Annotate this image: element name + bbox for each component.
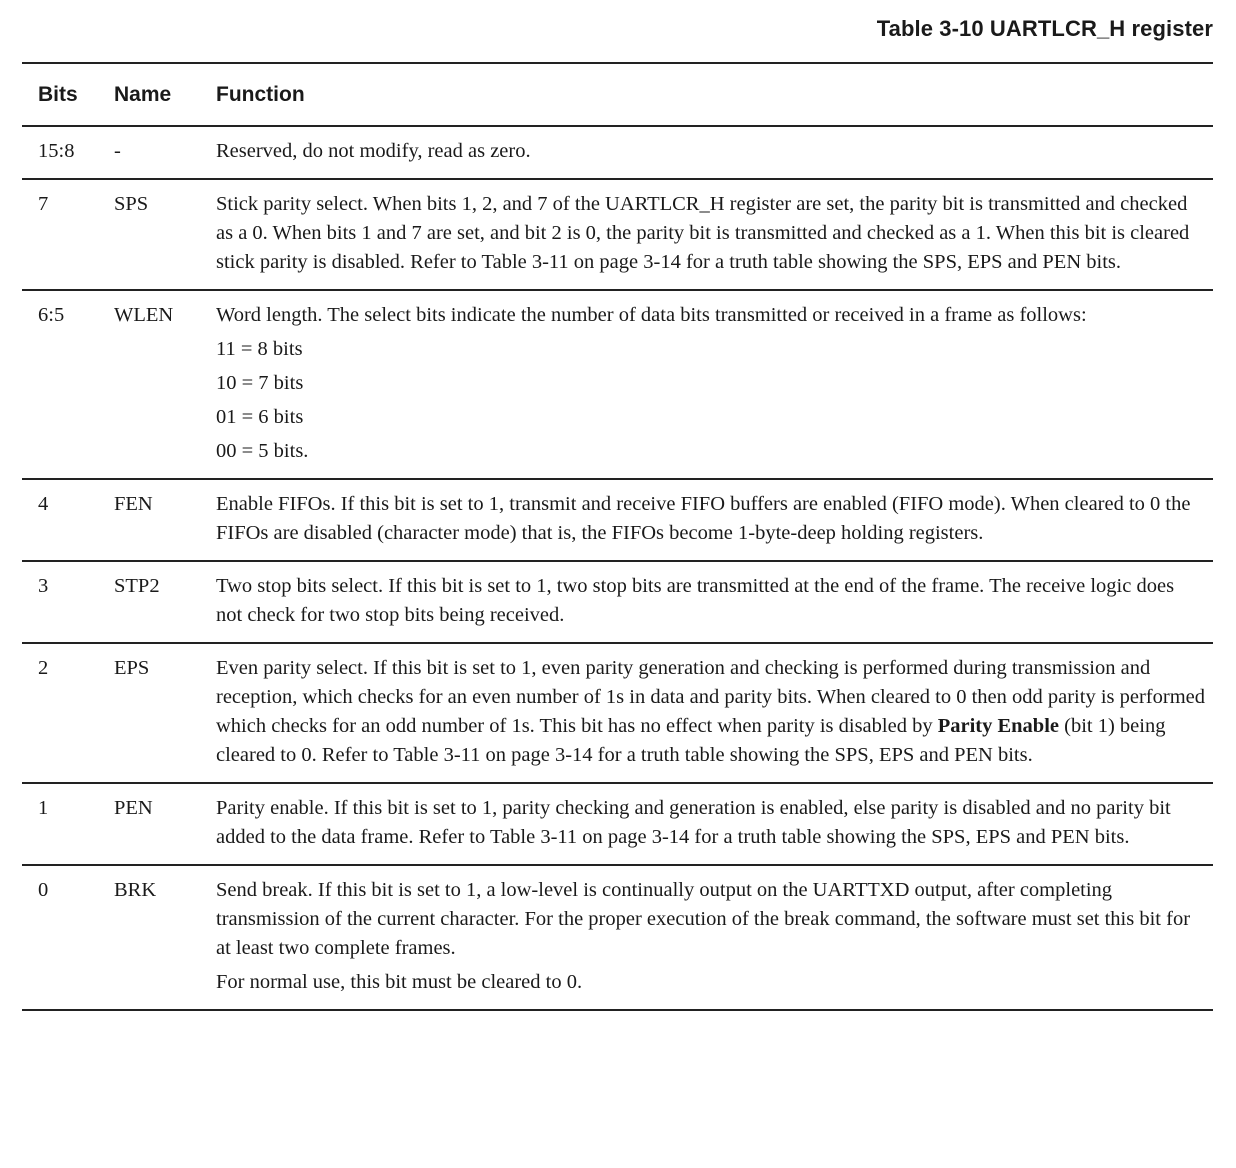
row-bits: 0: [38, 879, 49, 901]
wlen-option: 11 = 8 bits: [216, 338, 303, 360]
function-text: Send break. If this bit is set to 1, a low-level is continually output on the UARTTXD output, after completing transmission of the current character. For the proper execution of the break command, the software must set this bit for at least two complete frames.: [216, 879, 1191, 959]
row-name: -: [114, 140, 121, 162]
row-name: PEN: [114, 797, 153, 819]
table-row: [22, 642, 1213, 782]
function-text-part: (bit 1) being cleared to 0. Refer to Table 3-11 on page 3-14 for a truth table showing the SPS, EPS and PEN bits.: [216, 715, 1166, 766]
row-name: FEN: [114, 493, 153, 515]
row-function: [200, 562, 1213, 642]
table-caption: Table 3-10 UARTLCR_H register: [876, 16, 1213, 41]
row-bits: 4: [38, 493, 49, 515]
table-row: [22, 127, 1213, 178]
wlen-option: 10 = 7 bits: [216, 372, 304, 394]
row-bits: 1: [38, 797, 49, 819]
row-name: BRK: [114, 879, 157, 901]
function-text: Parity enable. If this bit is set to 1, parity checking and generation is enabled, else parity is disabled and no parity bit added to the data frame. Refer to Table 3-11 on page 3-14 for a truth table showing the SPS, EPS and PEN bits.: [216, 797, 1171, 848]
row-function: [200, 866, 1213, 1009]
row-name: EPS: [114, 657, 150, 679]
row-bits: 7: [38, 193, 49, 215]
row-function: [200, 291, 1213, 478]
header-name: Name: [114, 82, 172, 106]
register-table: [22, 62, 1213, 1011]
table-row: [22, 864, 1213, 1009]
row-bits: 2: [38, 657, 49, 679]
table-header-row: [22, 64, 1213, 127]
function-text: Reserved, do not modify, read as zero.: [216, 140, 531, 162]
table-row: [22, 478, 1213, 560]
table-row: [22, 560, 1213, 642]
row-function: [200, 180, 1213, 289]
row-bits: 6:5: [38, 304, 65, 326]
table-row: [22, 178, 1213, 289]
row-bits: 15:8: [38, 140, 75, 162]
function-text: Stick parity select. When bits 1, 2, and 7 of the UARTLCR_H register are set, the parity bit is transmitted and checked as a 0. When bits 1 and 7 are set, and bit 2 is 0, the parity bit is transmitted and checked as a 1. When this bit is cleared stick parity is disabled. Refer to Table 3-11 on page 3-14 for a truth table showing the SPS, EPS and PEN bits.: [216, 193, 1190, 273]
row-function: [200, 480, 1213, 560]
row-bits: 3: [38, 575, 49, 597]
row-function: [200, 784, 1213, 864]
function-text-part: Even parity select. If this bit is set to 1, even parity generation and checking is performed during transmission and reception, which checks for an even number of 1s in data and parity bits. When cleared to 0 then odd parity is performed which checks for an odd number of 1s. This bit has no effect when parity is disabled by: [216, 657, 1205, 737]
function-text: For normal use, this bit must be cleared to 0.: [216, 971, 583, 993]
row-name: STP2: [114, 575, 160, 597]
row-name: WLEN: [114, 304, 174, 326]
row-name: SPS: [114, 193, 149, 215]
header-bits: Bits: [38, 82, 78, 106]
function-text: Enable FIFOs. If this bit is set to 1, transmit and receive FIFO buffers are enabled (FIFO mode). When cleared to 0 the FIFOs are disabled (character mode) that is, the FIFOs become 1-byte-deep holding registers.: [216, 493, 1191, 544]
table-row: [22, 782, 1213, 864]
function-text: Two stop bits select. If this bit is set to 1, two stop bits are transmitted at the end of the frame. The receive logic does not check for two stop bits being received.: [216, 575, 1175, 626]
row-function: [200, 127, 1213, 178]
header-function: Function: [216, 82, 305, 106]
table-row: [22, 289, 1213, 478]
wlen-option: 00 = 5 bits.: [216, 440, 309, 462]
wlen-option: 01 = 6 bits: [216, 406, 304, 428]
function-text: Word length. The select bits indicate the number of data bits transmitted or received in a frame as follows:: [216, 304, 1087, 326]
function-text: [216, 654, 1205, 770]
function-text-bold: Parity Enable: [937, 715, 1060, 737]
row-function: [200, 644, 1213, 782]
